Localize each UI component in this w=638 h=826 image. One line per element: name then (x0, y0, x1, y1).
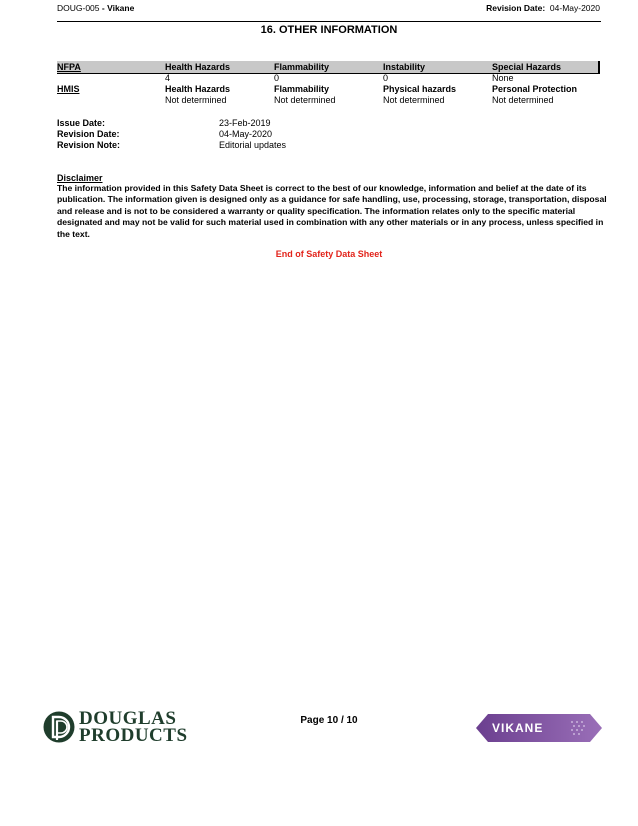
issue-date-value: 23-Feb-2019 (219, 118, 271, 128)
douglas-logo-line2: PRODUCTS (79, 725, 188, 746)
header-revision-label: Revision Date: (486, 3, 546, 13)
header-revision-value: 04-May-2020 (549, 3, 600, 13)
nfpa-label: NFPA (57, 62, 81, 72)
hmis-header-physical: Physical hazards (383, 84, 457, 94)
disclaimer-text: The information provided in this Safety Data Sheet is correct to the best of our knowledge, information and belief at the date of its publication. The information given is designed only as a guidance for safe handling, use, processing, storage, transportation, disposal and release and is not to be considered a warranty or quality specification. The information relates only to the specific material designated and may not be valid for such material used in combination with any other materials or in any process, unless specified in the text. (57, 183, 607, 239)
hmis-value-health: Not determined (165, 95, 227, 105)
nfpa-header-flammability: Flammability (274, 62, 330, 72)
revision-note-value: Editorial updates (219, 140, 287, 150)
product-code: DOUG-005 (57, 3, 100, 13)
hmis-value-physical: Not determined (383, 95, 445, 105)
header-rule (57, 21, 601, 22)
revision-date-value: 04-May-2020 (219, 129, 273, 139)
nfpa-header-instability: Instability (383, 62, 426, 72)
nfpa-value-flammability: 0 (274, 73, 280, 83)
nfpa-value-health: 4 (165, 73, 171, 83)
page-number: Page 10 / 10 (300, 715, 358, 726)
hmis-header-health: Health Hazards (165, 84, 231, 94)
issue-date-label: Issue Date: (57, 118, 106, 128)
vikane-logo-text: VIKANE (492, 721, 544, 735)
nfpa-value-special: None (492, 73, 514, 83)
douglas-logo-line1: DOUGLAS (79, 708, 177, 729)
product-name: Vikane (107, 3, 135, 13)
hmis-header-flammability: Flammability (274, 84, 330, 94)
hmis-value-flammability: Not determined (274, 95, 336, 105)
nfpa-value-instability: 0 (383, 73, 389, 83)
end-of-sheet: End of Safety Data Sheet (275, 249, 383, 259)
header-revision (486, 3, 600, 13)
disclaimer-heading: Disclaimer (57, 173, 103, 183)
hmis-label: HMIS (57, 84, 80, 94)
nfpa-header-health: Health Hazards (165, 62, 231, 72)
vikane-logo (476, 714, 602, 742)
hmis-header-protection: Personal Protection (492, 84, 578, 94)
section-title: 16. OTHER INFORMATION (260, 24, 398, 36)
hmis-value-protection: Not determined (492, 95, 554, 105)
document-code (57, 3, 134, 13)
nfpa-header-special: Special Hazards (492, 62, 562, 72)
revision-note-label: Revision Note: (57, 140, 121, 150)
revision-date-label: Revision Date: (57, 129, 120, 139)
header-separator: - (99, 3, 108, 13)
